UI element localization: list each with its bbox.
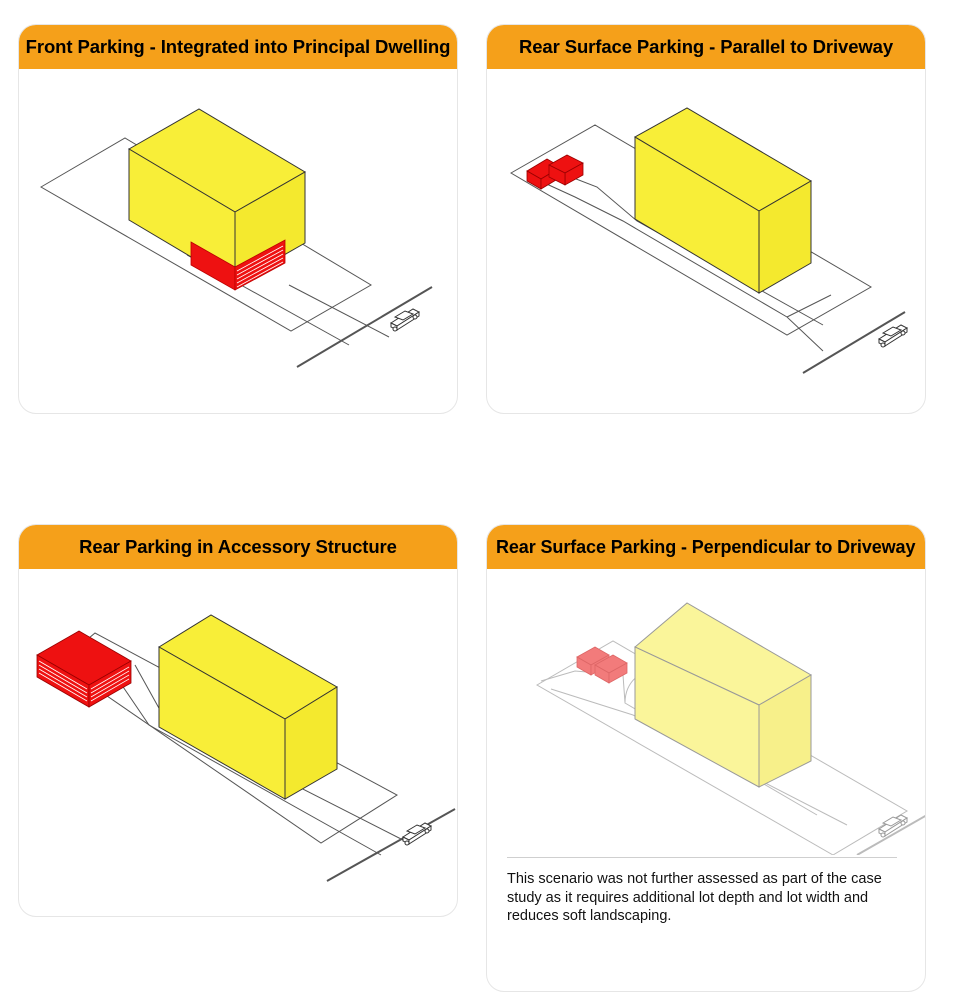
parked-car-icon: [527, 155, 583, 189]
panel-rear-accessory: [18, 524, 458, 917]
rear-perpendicular-diagram: [487, 525, 926, 855]
car-icon: [879, 325, 907, 347]
driveway-line: [289, 285, 389, 337]
building-block: [635, 108, 811, 293]
panel-rear-surface-perpendicular: [486, 524, 926, 992]
building-block: [159, 615, 337, 799]
panel-title: Front Parking - Integrated into Principal Dwelling: [19, 25, 457, 69]
rear-accessory-diagram: [19, 525, 458, 917]
panel-title: Rear Surface Parking - Parallel to Driveway: [487, 25, 925, 69]
car-icon: [391, 309, 419, 331]
panel-title: Rear Parking in Accessory Structure: [19, 525, 457, 569]
panel-rear-surface-parallel: [486, 24, 926, 414]
parked-car-icon: [577, 647, 627, 683]
panel-title: Rear Surface Parking - Perpendicular to Driveway: [487, 525, 925, 569]
panel-front-parking: [18, 24, 458, 414]
car-icon: [403, 823, 431, 845]
front-parking-diagram: [19, 25, 458, 414]
building-block: [635, 603, 811, 787]
scenario-note: This scenario was not further assessed as part of the case study as it requires additional lot depth and lot width and reduces soft landscaping.: [507, 857, 897, 926]
accessory-garage-block: [37, 631, 131, 707]
street-line: [327, 809, 455, 881]
rear-parallel-diagram: [487, 25, 926, 414]
